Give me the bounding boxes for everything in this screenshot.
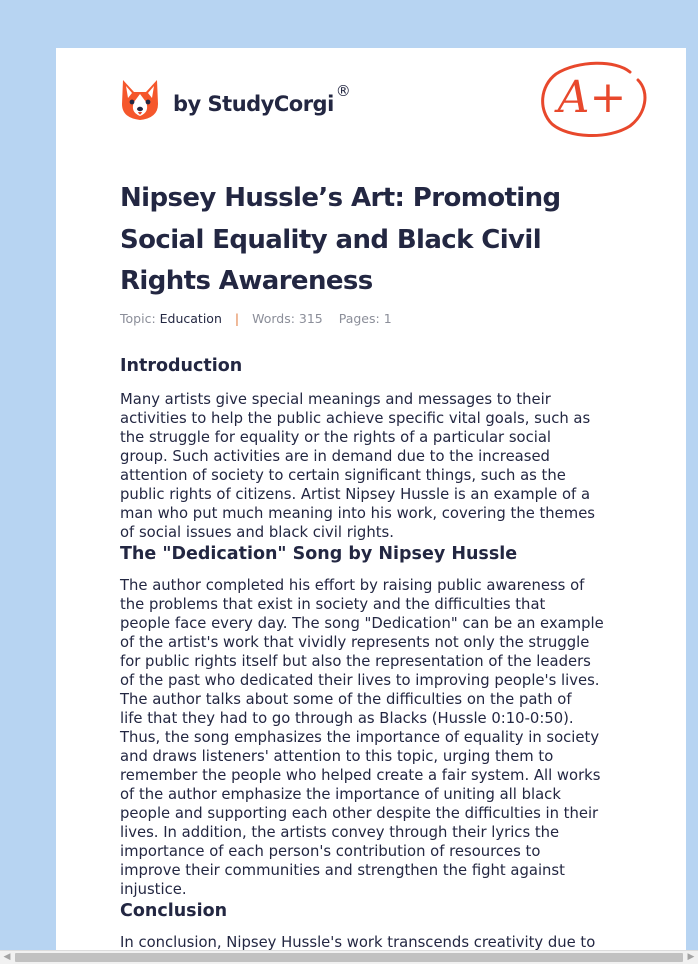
text-line: of social issues and black civil rights. (120, 524, 394, 541)
text-line: The author completed his effort by raising public awareness of (120, 577, 585, 594)
text-line: attention of society to certain significant things, such as the (120, 467, 566, 484)
conclusion-paragraph (120, 933, 640, 950)
text-line: Many artists give special meanings and messages to their (120, 391, 551, 408)
essay-body (120, 354, 640, 950)
topic-label: Topic: (120, 311, 156, 326)
text-line: importance of each person's contribution of resources to (120, 843, 541, 860)
text-line: the struggle for equality or the rights of a particular social (120, 429, 552, 446)
topic-link[interactable]: Education (159, 311, 222, 326)
grade-text: A+ (557, 72, 627, 123)
section-heading-conclusion: Conclusion (120, 901, 228, 921)
words-count: 315 (298, 311, 323, 326)
text-line: public rights of citizens. Artist Nipsey Hussle is an example of a (120, 486, 591, 503)
text-line: people face every day. The song "Dedication" can be an example (120, 615, 604, 632)
words-label: Words: (252, 311, 295, 326)
pages-label: Pages: (338, 311, 380, 326)
text-line: improve their communities and strengthen the fight against (120, 862, 565, 879)
dedication-paragraph (120, 576, 640, 899)
a-plus-badge (538, 58, 650, 140)
text-line: people and supporting each other despite the difficulties in their (120, 805, 599, 822)
text-line: remember the people who helped create a fair system. All works (120, 767, 601, 784)
text-line: the problems that exist in society and the difficulties that (120, 596, 546, 613)
scroll-right-icon[interactable]: ▶ (687, 952, 695, 962)
scrollbar-thumb[interactable] (15, 953, 683, 962)
text-line: lives. In addition, the artists convey through their lyrics the (120, 824, 560, 841)
pages-count: 1 (383, 311, 392, 326)
text-line: group. Such activities are in demand due to the increased (120, 448, 550, 465)
studycorgi-logo[interactable] (120, 76, 350, 124)
scroll-left-icon[interactable]: ◀ (3, 952, 11, 962)
title-line: Social Equality and Black Civil (120, 224, 542, 255)
text-line: activities to help the public achieve specific vital goals, such as (120, 410, 591, 427)
text-line: and draws listeners' attention to this topic, urging them to (120, 748, 554, 765)
document-meta (120, 311, 392, 326)
text-line: injustice. (120, 881, 187, 898)
section-heading-dedication: The "Dedication" Song by Nipsey Hussle (120, 544, 518, 564)
text-line: Thus, the song emphasizes the importance of equality in society (120, 729, 600, 746)
corgi-icon (120, 78, 160, 122)
title-line: Nipsey Hussle’s Art: Promoting (120, 183, 561, 213)
document-page (56, 48, 686, 950)
title-line: Rights Awareness (120, 266, 373, 296)
brand-name: by StudyCorgi® (173, 82, 351, 116)
registered-mark: ® (335, 82, 351, 100)
text-line: In conclusion, Nipsey Hussle's work transcends creativity due to (120, 934, 596, 950)
text-line: of the author emphasize the importance of uniting all black (120, 786, 561, 803)
introduction-paragraph (120, 390, 640, 542)
text-line: for public rights itself but also the representation of the leaders (120, 653, 591, 670)
horizontal-scrollbar[interactable] (0, 950, 698, 964)
text-line: man who put much meaning into his work, covering the themes (120, 505, 596, 522)
text-line: life that they had to go through as Blacks (Hussle 0:10-0:50). (120, 710, 574, 727)
section-heading-introduction: Introduction (120, 356, 243, 376)
page-title (120, 178, 620, 303)
text-line: of the artist's work that vividly represents not only the struggle (120, 634, 590, 651)
text-line: of the past who dedicated their lives to improving people's lives. (120, 672, 600, 689)
meta-separator: | (234, 311, 240, 326)
text-line: The author talks about some of the difficulties on the path of (120, 691, 572, 708)
